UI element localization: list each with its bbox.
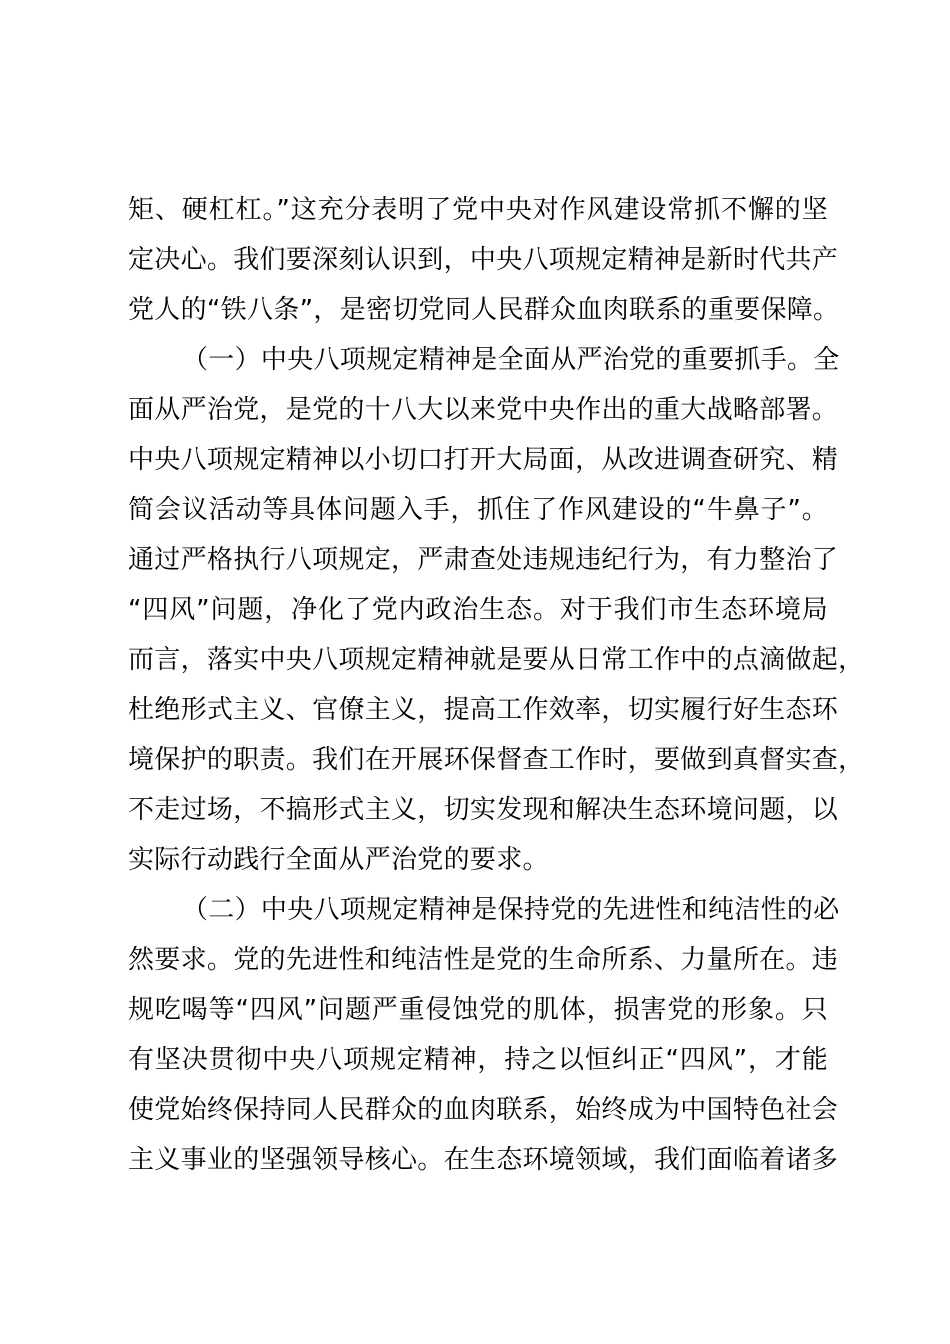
paragraph-heading-line: （二）中央八项规定精神是保持党的先进性和纯洁性的必 xyxy=(182,895,840,925)
text-line: 通过严格执行八项规定，严肃查处违规违纪行为，有力整治了 xyxy=(128,545,839,575)
text-line: 境保护的职责。我们在开展环保督查工作时，要做到真督实查， xyxy=(128,745,865,775)
body-text xyxy=(128,185,865,1185)
text-line: 定决心。我们要深刻认识到，中央八项规定精神是新时代共产 xyxy=(128,245,839,275)
text-line: 规吃喝等“四风”问题严重侵蚀党的肌体，损害党的形象。只 xyxy=(128,995,828,1025)
paragraph-heading-line: （一）中央八项规定精神是全面从严治党的重要抓手。全 xyxy=(182,345,840,375)
text-line: 有坚决贯彻中央八项规定精神，持之以恒纠正“四风”，才能 xyxy=(128,1045,828,1075)
text-line: 党人的“铁八条”，是密切党同人民群众血肉联系的重要保障。 xyxy=(128,295,840,325)
text-line: 实际行动践行全面从严治党的要求。 xyxy=(128,845,549,875)
text-line: 而言，落实中央八项规定精神就是要从日常工作中的点滴做起， xyxy=(128,645,865,675)
text-line: 面从严治党，是党的十八大以来党中央作出的重大战略部署。 xyxy=(128,395,839,425)
text-line: 主义事业的坚强领导核心。在生态环境领域，我们面临着诸多 xyxy=(128,1145,839,1175)
text-line: 然要求。党的先进性和纯洁性是党的生命所系、力量所在。违 xyxy=(128,945,839,975)
text-line: 不走过场，不搞形式主义，切实发现和解决生态环境问题，以 xyxy=(128,795,839,825)
text-line: 中央八项规定精神以小切口打开大局面，从改进调查研究、精 xyxy=(128,445,839,475)
text-line: 简会议活动等具体问题入手，抓住了作风建设的“牛鼻子”。 xyxy=(128,495,828,525)
text-line: 使党始终保持同人民群众的血肉联系，始终成为中国特色社会 xyxy=(128,1095,839,1125)
text-line: “四风”问题，净化了党内政治生态。对于我们市生态环境局 xyxy=(128,595,828,625)
text-line: 杜绝形式主义、官僚主义，提高工作效率，切实履行好生态环 xyxy=(128,695,839,725)
text-line: 矩、硬杠杠。”这充分表明了党中央对作风建设常抓不懈的坚 xyxy=(128,195,828,225)
